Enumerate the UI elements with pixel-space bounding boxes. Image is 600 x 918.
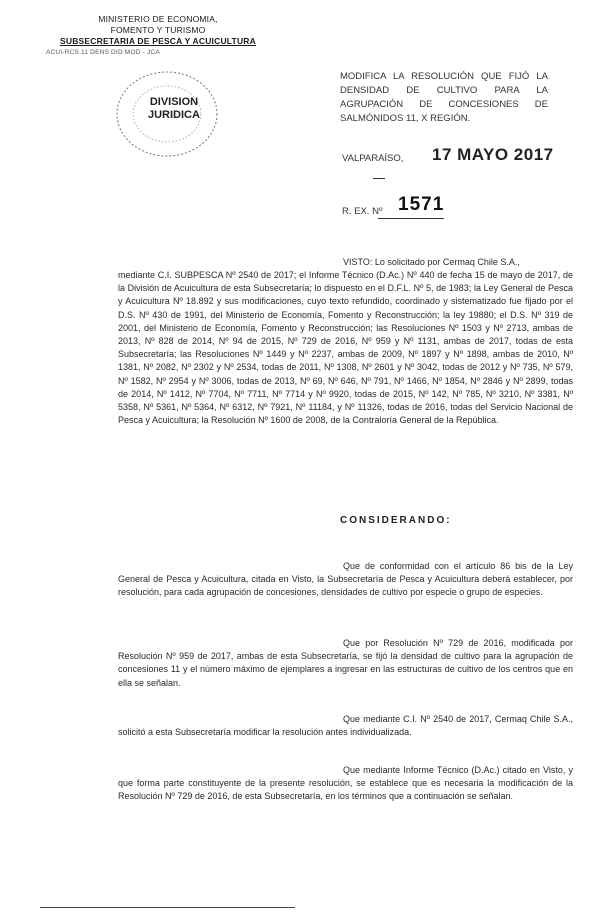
visto-intro: VISTO: Lo solicitado por Cermaq Chile S.A., <box>343 257 520 267</box>
considerando-paragraph-4: Que mediante Informe Técnico (D.Ac.) citado en Visto, y que forma parte constituyente de la presente resolución, se establece que es necesaria la modificación de la Resolución Nº 729 de 2016, de esta Subsecretaría, en los términos que a continuación se señalan. <box>118 765 573 802</box>
letterhead <box>38 14 278 58</box>
ministry-line-2: FOMENTO Y TURISMO <box>110 25 206 35</box>
footer-rule <box>40 907 295 908</box>
ministry-line-1: MINISTERIO DE ECONOMIA, <box>98 14 218 24</box>
date-underline <box>373 178 385 179</box>
reference-code: ACUI-RCS 11 DENS DID MOD - JCA <box>46 49 160 56</box>
considerando-heading: CONSIDERANDO: <box>340 515 452 526</box>
place-label: VALPARAÍSO, <box>342 153 404 164</box>
seal-line-2: JURIDICA <box>148 109 200 121</box>
resolution-title: MODIFICA LA RESOLUCIÓN QUE FIJÓ LA DENSIDAD DE CULTIVO PARA LA AGRUPACIÓN DE CONCESIONES DE SALMÓNIDOS 11, X REGIÓN. <box>340 71 548 124</box>
considerando-paragraph-2: Que por Resolución Nº 729 de 2016, modificada por Resolución Nº 959 de 2017, ambas de esta Subsecretaría, se fijó la densidad de cultivo para la agrupación de concesiones 11 y el número máximo de ejemplares a ingresar en las estructuras de cultivo de los centros que en ella se señalan. <box>118 638 573 688</box>
date-stamp: 17 MAYO 2017 <box>432 145 554 164</box>
considerando-paragraph-1: Que de conformidad con el artículo 86 bis de la Ley General de Pesca y Acuicultura, citada en Visto, la Subsecretaría de Pesca y Acuicultura deberá establecer, por resolución, para cada agrupación de concesiones, densidades de cultivo por especie o grupo de especies. <box>118 561 573 598</box>
subsecretaria-line: SUBSECRETARIA DE PESCA Y ACUICULTURA <box>60 36 256 46</box>
seal-line-1: DIVISION <box>149 96 199 108</box>
visto-body: mediante C.I. SUBPESCA Nº 2540 de 2017; el Informe Técnico (D.Ac.) Nº 440 de fecha 15 de mayo de 2017, de la División de Acuicultura de esta Subsecretaría; lo dispuesto en el D.F.L. Nº 5, de 1983; la Ley General de Pesca y Acuicultura Nº 18.892 y sus modificaciones, cuyo texto refundido, coordinado y sistematizado fue fijado por el D.S. Nº 430 de 1991, del Ministerio de Economía, Fomento y Reconstrucción; la ley 19880; el D.S. Nº 319 de 2001, del Ministerio de Economía, Fomento y Reconstrucción; las Resoluciones Nº 1503 y Nº 2713, ambas de 2013, Nº 828 de 2014, Nº 94 de 2015, Nº 729 de 2016, Nº 959 y Nº 1131, ambas de 2017, todas de esta Subsecretaría; las Resoluciones Nº 1449 y Nº 2237, ambas de 2009, Nº 1897 y Nº 1898, ambas de 2010, Nº 1381, Nº 2082, Nº 2302 y Nº 2534, todas de 2011, Nº 1308, Nº 2601 y Nº 3042, todas de 2012 y Nº 735, Nº 579, Nº 1582, Nº 2954 y Nº 3006, todas de 2013, Nº 69, Nº 646, Nº 791, Nº 1466, Nº 1854, Nº 2846 y Nº 2899, todas de 2014, Nº 1412, Nº 7704, Nº 7711, Nº 7714 y Nº 9920, todas de 2015, Nº 142, Nº 785, Nº 3210, Nº 3381, Nº 5358, Nº 5361, Nº 5364, Nº 6312, Nº 7921, Nº 11184, y Nº 11326, todas de 2016, todas del Servicio Nacional de Pesca y Acuicultura; la Resolución Nº 1600 de 2008, de la Contraloría General de la República. <box>118 270 573 426</box>
rex-label: R. EX. Nº <box>342 206 383 217</box>
rex-underline <box>378 218 444 219</box>
rex-number: 1571 <box>398 194 445 215</box>
seal-label <box>148 96 200 122</box>
considerando-paragraph-3: Que mediante C.I. Nº 2540 de 2017, Cermaq Chile S.A., solicitó a esta Subsecretaría modificar la resolución antes individualizada. <box>118 714 573 738</box>
